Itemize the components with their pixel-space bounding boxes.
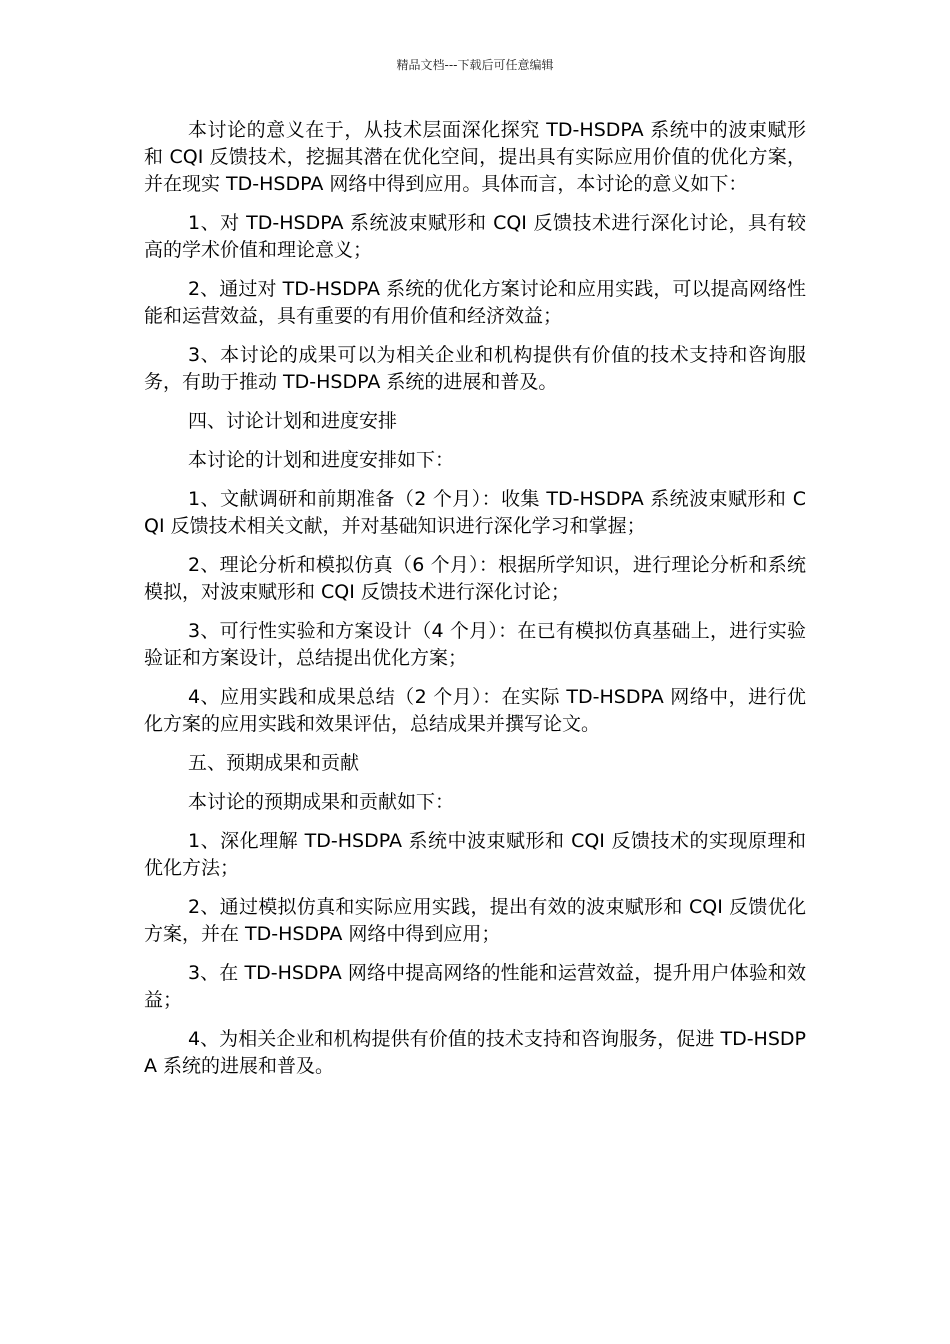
section-heading-plan: 四、讨论计划和进度安排 (188, 410, 398, 432)
paragraph-significance-1: 1、对 TD-HSDPA 系统波束赋形和 CQI 反馈技术进行深化讨论，具有较高的学术价值和理论意义； (144, 212, 806, 261)
paragraph-significance-intro: 本讨论的意义在于，从技术层面深化探究 TD-HSDPA 系统中的波束赋形和 CQI 反馈技术，挖掘其潜在优化空间，提出具有实际应用价值的优化方案，并在现实 TD-HSDPA 网络中得到应用。具体而言，本讨论的意义如下： (144, 119, 806, 195)
paragraph-outcomes-intro: 本讨论的预期成果和贡献如下： (188, 791, 455, 813)
document-body (144, 117, 806, 1092)
paragraph-outcomes-4: 4、为相关企业和机构提供有价值的技术支持和咨询服务，促进 TD-HSDPA 系统的进展和普及。 (144, 1028, 806, 1077)
paragraph-outcomes-1: 1、深化理解 TD-HSDPA 系统中波束赋形和 CQI 反馈技术的实现原理和优化方法； (144, 830, 806, 879)
paragraph-significance-2: 2、通过对 TD-HSDPA 系统的优化方案讨论和应用实践，可以提高网络性能和运营效益，具有重要的有用价值和经济效益； (144, 278, 806, 327)
paragraph-plan-1: 1、文献调研和前期准备（2 个月）：收集 TD-HSDPA 系统波束赋形和 CQI 反馈技术相关文献，并对基础知识进行深化学习和掌握； (144, 488, 806, 537)
paragraph-outcomes-3: 3、在 TD-HSDPA 网络中提高网络的性能和运营效益，提升用户体验和效益； (144, 962, 806, 1011)
paragraph-plan-intro: 本讨论的计划和进度安排如下： (188, 449, 455, 471)
paragraph-plan-2: 2、理论分析和模拟仿真（6 个月）：根据所学知识，进行理论分析和系统模拟，对波束赋形和 CQI 反馈技术进行深化讨论； (144, 554, 806, 603)
paragraph-significance-3: 3、本讨论的成果可以为相关企业和机构提供有价值的技术支持和咨询服务，有助于推动 TD-HSDPA 系统的进展和普及。 (144, 344, 806, 393)
paragraph-plan-3: 3、可行性实验和方案设计（4 个月）：在已有模拟仿真基础上，进行实验验证和方案设计，总结提出优化方案； (144, 620, 806, 669)
paragraph-outcomes-2: 2、通过模拟仿真和实际应用实践，提出有效的波束赋形和 CQI 反馈优化方案，并在 TD-HSDPA 网络中得到应用； (144, 896, 806, 945)
header-note: 精品文档---下载后可任意编辑 (396, 58, 554, 72)
section-heading-outcomes: 五、预期成果和贡献 (188, 752, 360, 774)
paragraph-plan-4: 4、应用实践和成果总结（2 个月）：在实际 TD-HSDPA 网络中，进行优化方案的应用实践和效果评估，总结成果并撰写论文。 (144, 686, 806, 735)
